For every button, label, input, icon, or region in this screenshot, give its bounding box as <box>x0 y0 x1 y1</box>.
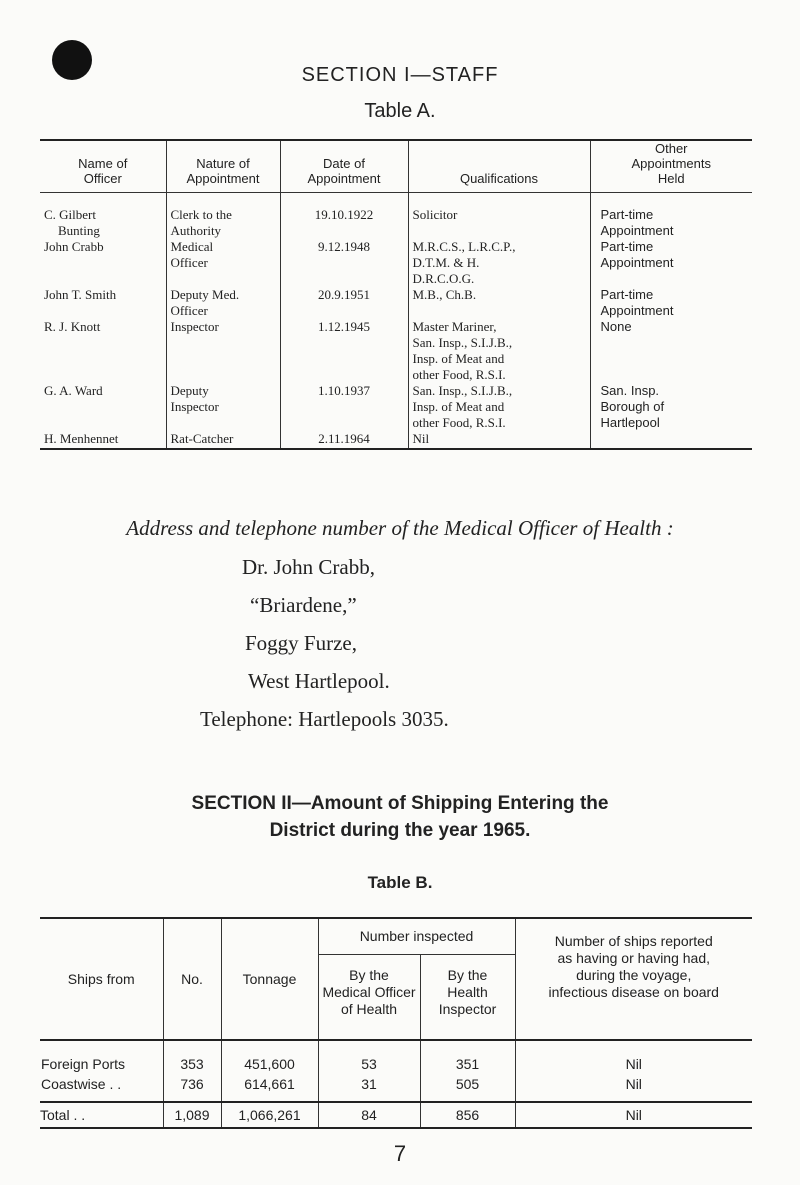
reported-cell: Nil <box>515 1074 752 1102</box>
section-1-heading: SECTION I—STAFF <box>301 64 499 86</box>
header-date-of-appointment: Date of Appointment <box>280 140 408 193</box>
total-reported: Nil <box>515 1102 752 1128</box>
appointment-date: 20.9.1951 <box>280 287 408 319</box>
other-appointments: Part-time Appointment <box>590 193 752 240</box>
other-appointments: San. Insp. Borough of Hartlepool <box>590 383 752 449</box>
inspected-by-mo-cell: 53 <box>318 1040 420 1074</box>
header-ships-reported: Number of ships reported as having or having had, during the voyage, infectious disease on board <box>515 918 752 1040</box>
table-b-title: Table B. <box>367 873 433 892</box>
other-appointments: Part-time Appointment <box>590 239 752 287</box>
officer-name: John Crabb <box>44 239 104 254</box>
total-label: Total . . <box>40 1102 163 1128</box>
header-tonnage: Tonnage <box>221 918 318 1040</box>
officer-name: John T. Smith <box>44 287 117 302</box>
address-line-street: Foggy Furze, <box>245 631 357 655</box>
header-other-appointments: Other Appointments Held <box>590 140 752 193</box>
address-line-town: West Hartlepool. <box>248 669 390 693</box>
header-by-health-inspector: By the Health Inspector <box>420 954 515 1040</box>
section-2-heading: SECTION II—Amount of Shipping Entering the District during the year 1965. <box>191 793 609 841</box>
address-intro: Address and telephone number of the Medical Officer of Health : <box>126 516 674 540</box>
header-by-medical-officer: By the Medical Officer of Health <box>318 954 420 1040</box>
appointment-date: 2.11.1964 <box>280 431 408 449</box>
table-row <box>40 383 752 431</box>
header-nature-of-appointment: Nature of Appointment <box>166 140 280 193</box>
header-ships-from: Ships from <box>40 918 163 1040</box>
other-appointments: None <box>590 319 752 383</box>
appointment-nature: Deputy Med. Officer <box>166 287 280 319</box>
shipping-table <box>40 917 752 1129</box>
address-line-house: “Briardene,” <box>250 593 357 617</box>
qualifications: Master Mariner, San. Insp., S.I.J.B., Insp. of Meat and other Food, R.S.I. <box>408 319 590 383</box>
reported-cell: Nil <box>515 1040 752 1074</box>
total-count: 1,089 <box>163 1102 221 1128</box>
staff-table-header <box>40 140 752 193</box>
appointment-date: 1.10.1937 <box>280 383 408 431</box>
shipping-table-header-top <box>40 918 752 954</box>
ships-from-cell: Foreign Ports <box>41 1056 126 1072</box>
appointment-date: 19.10.1922 <box>280 193 408 240</box>
telephone-line: Telephone: Hartlepools 3035. <box>200 707 449 731</box>
inspected-by-hi-cell: 351 <box>420 1040 515 1074</box>
address-line-name: Dr. John Crabb, <box>242 555 375 579</box>
officer-name: R. J. Knott <box>44 319 101 334</box>
qualifications: M.B., Ch.B. <box>408 287 590 319</box>
table-row <box>40 319 752 383</box>
tonnage-cell: 614,661 <box>221 1074 318 1102</box>
officer-name: H. Menhennet <box>44 431 119 446</box>
appointment-nature: Deputy Inspector <box>166 383 280 431</box>
staff-table <box>40 139 752 450</box>
appointment-nature: Inspector <box>166 319 280 383</box>
officer-name: G. A. Ward <box>44 383 103 398</box>
table-row <box>40 1074 752 1102</box>
header-number-inspected: Number inspected <box>318 918 515 954</box>
ships-count-cell: 736 <box>163 1074 221 1102</box>
total-inspected-by-mo: 84 <box>318 1102 420 1128</box>
inspected-by-mo-cell: 31 <box>318 1074 420 1102</box>
table-a-title: Table A. <box>364 100 436 122</box>
qualifications: M.R.C.S., L.R.C.P., D.T.M. & H. D.R.C.O.G. <box>408 239 590 287</box>
qualifications: Solicitor <box>408 193 590 240</box>
header-qualifications: Qualifications <box>408 140 590 193</box>
table-row <box>40 193 752 240</box>
header-name-of-officer: Name of Officer <box>40 140 166 193</box>
table-row <box>40 1040 752 1074</box>
total-row <box>40 1102 752 1128</box>
appointment-date: 9.12.1948 <box>280 239 408 287</box>
total-inspected-by-hi: 856 <box>420 1102 515 1128</box>
other-appointments: Part-time Appointment <box>590 287 752 319</box>
table-row <box>40 287 752 319</box>
officer-name: C. Gilbert Bunting <box>44 207 100 238</box>
tonnage-cell: 451,600 <box>221 1040 318 1074</box>
qualifications: San. Insp., S.I.J.B., Insp. of Meat and other Food, R.S.I. <box>408 383 590 431</box>
ships-from-cell: Coastwise . . <box>41 1076 122 1092</box>
appointment-date: 1.12.1945 <box>280 319 408 383</box>
inspected-by-hi-cell: 505 <box>420 1074 515 1102</box>
appointment-nature: Medical Officer <box>166 239 280 287</box>
appointment-nature: Clerk to the Authority <box>166 193 280 240</box>
header-no: No. <box>163 918 221 1040</box>
table-row <box>40 239 752 287</box>
qualifications: Nil <box>408 431 590 449</box>
total-tonnage: 1,066,261 <box>221 1102 318 1128</box>
appointment-nature: Rat-Catcher <box>166 431 280 449</box>
ships-count-cell: 353 <box>163 1040 221 1074</box>
page-number: 7 <box>393 1141 407 1166</box>
